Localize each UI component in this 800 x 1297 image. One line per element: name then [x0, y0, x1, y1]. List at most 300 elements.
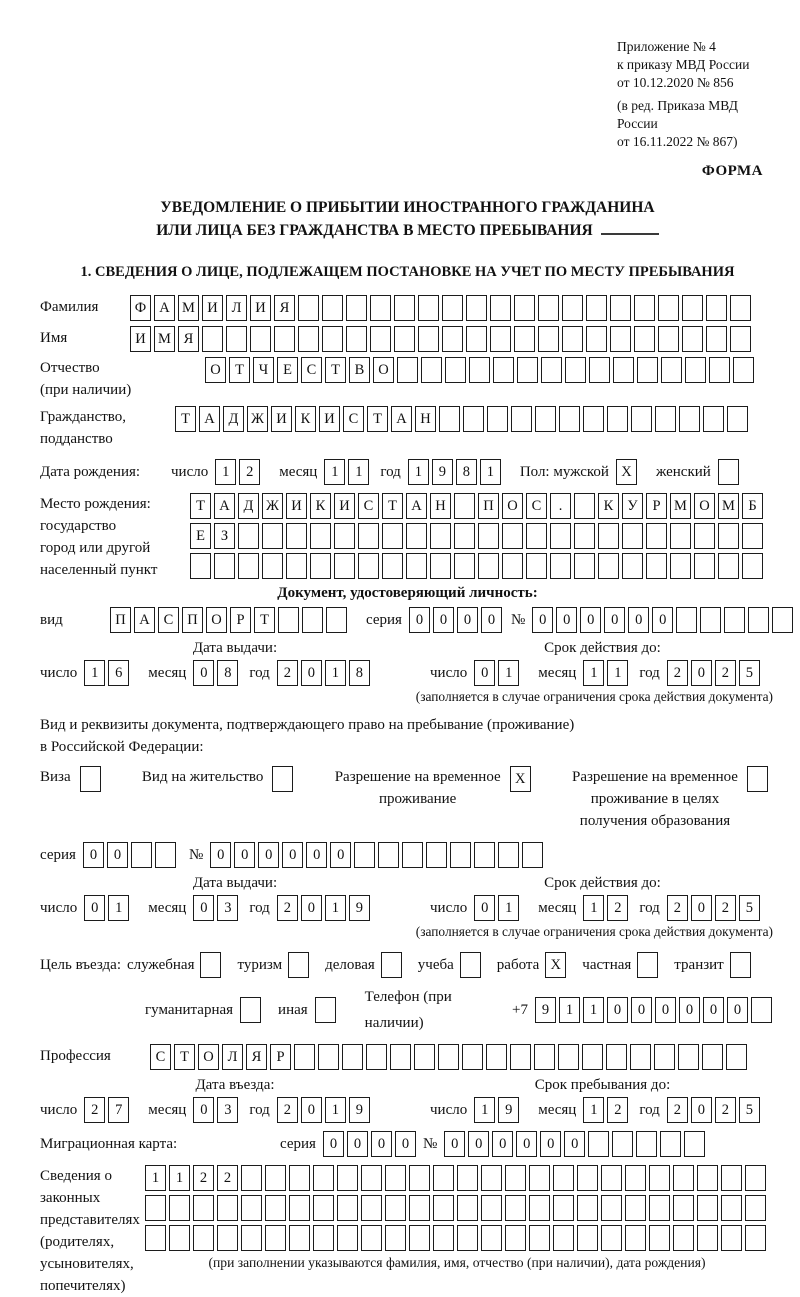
char-cell[interactable]: 0	[258, 842, 279, 868]
char-cell[interactable]: 0	[84, 895, 105, 921]
char-cell[interactable]: 2	[607, 1097, 628, 1123]
char-cell[interactable]: 2	[715, 660, 736, 686]
char-cell[interactable]	[502, 523, 523, 549]
char-cell[interactable]: 0	[474, 895, 495, 921]
char-cell[interactable]: И	[202, 295, 223, 321]
char-cell[interactable]	[318, 1044, 339, 1070]
char-cell[interactable]	[193, 1225, 214, 1251]
char-cell[interactable]: И	[319, 406, 340, 432]
char-cell[interactable]: Т	[175, 406, 196, 432]
char-cell[interactable]	[588, 1131, 609, 1157]
char-cell[interactable]	[346, 326, 367, 352]
char-cell[interactable]	[553, 1195, 574, 1221]
char-cell[interactable]: 1	[108, 895, 129, 921]
char-cell[interactable]: 0	[301, 1097, 322, 1123]
char-cell[interactable]	[673, 1165, 694, 1191]
char-cell[interactable]	[685, 357, 706, 383]
sex-male-checkbox[interactable]	[616, 459, 640, 485]
char-cell[interactable]: А	[154, 295, 175, 321]
char-cell[interactable]	[625, 1225, 646, 1251]
residence-issue-day-cells[interactable]	[84, 895, 132, 921]
doc-kind-cells[interactable]	[110, 607, 350, 633]
visa-checkbox[interactable]	[80, 766, 104, 792]
char-cell[interactable]	[625, 1195, 646, 1221]
char-cell[interactable]	[679, 406, 700, 432]
char-cell[interactable]: 1	[583, 1097, 604, 1123]
char-cell[interactable]	[385, 1165, 406, 1191]
char-cell[interactable]	[526, 523, 547, 549]
char-cell[interactable]: К	[598, 493, 619, 519]
char-cell[interactable]	[661, 357, 682, 383]
char-cell[interactable]	[241, 1225, 262, 1251]
char-cell[interactable]: 0	[444, 1131, 465, 1157]
char-cell[interactable]: Р	[270, 1044, 291, 1070]
char-cell[interactable]	[421, 357, 442, 383]
char-cell[interactable]	[361, 1165, 382, 1191]
char-cell[interactable]: 9	[498, 1097, 519, 1123]
char-cell[interactable]: 1	[84, 660, 105, 686]
char-cell[interactable]: И	[130, 326, 151, 352]
doc-number-cells[interactable]	[532, 607, 796, 633]
char-cell[interactable]	[390, 1044, 411, 1070]
char-cell[interactable]: .	[550, 493, 571, 519]
representatives-cells-row2[interactable]	[145, 1195, 769, 1221]
char-cell[interactable]	[721, 1165, 742, 1191]
char-cell[interactable]	[322, 295, 343, 321]
char-cell[interactable]	[262, 523, 283, 549]
char-cell[interactable]: И	[286, 493, 307, 519]
char-cell[interactable]: 0	[347, 1131, 368, 1157]
representatives-cells-row3[interactable]	[145, 1225, 769, 1251]
char-cell[interactable]	[529, 1225, 550, 1251]
char-cell[interactable]	[606, 1044, 627, 1070]
char-cell[interactable]	[358, 523, 379, 549]
char-cell[interactable]	[265, 1195, 286, 1221]
char-cell[interactable]: М	[178, 295, 199, 321]
char-cell[interactable]: 0	[691, 660, 712, 686]
char-cell[interactable]	[298, 326, 319, 352]
char-cell[interactable]	[748, 607, 769, 633]
char-cell[interactable]: Т	[190, 493, 211, 519]
char-cell[interactable]: 1	[607, 660, 628, 686]
char-cell[interactable]	[361, 1195, 382, 1221]
char-cell[interactable]: И	[271, 406, 292, 432]
char-cell[interactable]	[217, 1225, 238, 1251]
stay-month-cells[interactable]	[583, 1097, 631, 1123]
char-cell[interactable]: 2	[277, 895, 298, 921]
char-cell[interactable]	[634, 326, 655, 352]
char-cell[interactable]	[414, 1044, 435, 1070]
purpose-transit-checkbox[interactable]	[730, 952, 754, 978]
char-cell[interactable]	[742, 553, 763, 579]
char-cell[interactable]: 9	[349, 1097, 370, 1123]
char-cell[interactable]	[658, 295, 679, 321]
char-cell[interactable]: С	[526, 493, 547, 519]
char-cell[interactable]	[747, 766, 768, 792]
char-cell[interactable]	[262, 553, 283, 579]
char-cell[interactable]	[409, 1225, 430, 1251]
char-cell[interactable]: 3	[217, 1097, 238, 1123]
char-cell[interactable]: 0	[532, 607, 553, 633]
char-cell[interactable]	[505, 1165, 526, 1191]
char-cell[interactable]: 0	[679, 997, 700, 1023]
char-cell[interactable]: 0	[474, 660, 495, 686]
char-cell[interactable]	[697, 1165, 718, 1191]
char-cell[interactable]: С	[150, 1044, 171, 1070]
passport-expiry-month-cells[interactable]	[583, 660, 631, 686]
char-cell[interactable]	[454, 493, 475, 519]
char-cell[interactable]: 0	[409, 607, 430, 633]
char-cell[interactable]: К	[310, 493, 331, 519]
char-cell[interactable]	[493, 357, 514, 383]
char-cell[interactable]	[582, 1044, 603, 1070]
char-cell[interactable]	[466, 295, 487, 321]
char-cell[interactable]	[583, 406, 604, 432]
char-cell[interactable]	[418, 326, 439, 352]
stay-year-cells[interactable]	[667, 1097, 763, 1123]
char-cell[interactable]	[553, 1225, 574, 1251]
char-cell[interactable]	[406, 523, 427, 549]
char-cell[interactable]	[622, 553, 643, 579]
char-cell[interactable]: Е	[277, 357, 298, 383]
char-cell[interactable]: О	[694, 493, 715, 519]
char-cell[interactable]: Т	[229, 357, 250, 383]
char-cell[interactable]	[322, 326, 343, 352]
char-cell[interactable]	[250, 326, 271, 352]
char-cell[interactable]	[522, 842, 543, 868]
sex-female-checkbox[interactable]	[718, 459, 742, 485]
char-cell[interactable]	[486, 1044, 507, 1070]
char-cell[interactable]	[550, 553, 571, 579]
char-cell[interactable]: Д	[223, 406, 244, 432]
char-cell[interactable]	[466, 326, 487, 352]
char-cell[interactable]	[718, 553, 739, 579]
char-cell[interactable]: С	[343, 406, 364, 432]
char-cell[interactable]: Ч	[253, 357, 274, 383]
representatives-cells-row1[interactable]	[145, 1165, 769, 1191]
char-cell[interactable]	[601, 1195, 622, 1221]
char-cell[interactable]	[601, 1225, 622, 1251]
char-cell[interactable]	[709, 357, 730, 383]
char-cell[interactable]	[274, 326, 295, 352]
char-cell[interactable]	[514, 295, 535, 321]
char-cell[interactable]	[610, 295, 631, 321]
char-cell[interactable]: 0	[234, 842, 255, 868]
char-cell[interactable]	[313, 1165, 334, 1191]
passport-issue-year-cells[interactable]	[277, 660, 373, 686]
char-cell[interactable]	[302, 607, 323, 633]
char-cell[interactable]	[772, 607, 793, 633]
char-cell[interactable]: О	[502, 493, 523, 519]
char-cell[interactable]	[289, 1225, 310, 1251]
char-cell[interactable]	[727, 406, 748, 432]
char-cell[interactable]: 0	[516, 1131, 537, 1157]
char-cell[interactable]	[502, 553, 523, 579]
char-cell[interactable]: 3	[217, 895, 238, 921]
char-cell[interactable]	[514, 326, 535, 352]
char-cell[interactable]	[637, 952, 658, 978]
char-cell[interactable]: 8	[349, 660, 370, 686]
citizenship-cells[interactable]	[175, 406, 751, 432]
char-cell[interactable]	[394, 326, 415, 352]
char-cell[interactable]: 0	[691, 1097, 712, 1123]
char-cell[interactable]	[342, 1044, 363, 1070]
char-cell[interactable]	[634, 295, 655, 321]
char-cell[interactable]	[190, 553, 211, 579]
char-cell[interactable]	[481, 1195, 502, 1221]
char-cell[interactable]: 1	[325, 660, 346, 686]
char-cell[interactable]	[718, 523, 739, 549]
char-cell[interactable]: 0	[556, 607, 577, 633]
char-cell[interactable]	[655, 406, 676, 432]
char-cell[interactable]	[358, 553, 379, 579]
char-cell[interactable]	[426, 842, 447, 868]
char-cell[interactable]	[346, 295, 367, 321]
purpose-private-checkbox[interactable]	[637, 952, 661, 978]
char-cell[interactable]	[457, 1195, 478, 1221]
char-cell[interactable]	[670, 553, 691, 579]
char-cell[interactable]	[607, 406, 628, 432]
birth-place-cells-row2[interactable]	[190, 523, 766, 549]
char-cell[interactable]	[631, 406, 652, 432]
char-cell[interactable]	[610, 326, 631, 352]
char-cell[interactable]: Л	[222, 1044, 243, 1070]
char-cell[interactable]: О	[198, 1044, 219, 1070]
char-cell[interactable]	[742, 523, 763, 549]
char-cell[interactable]	[678, 1044, 699, 1070]
char-cell[interactable]	[730, 295, 751, 321]
char-cell[interactable]: 1	[145, 1165, 166, 1191]
char-cell[interactable]: X	[510, 766, 531, 792]
char-cell[interactable]	[313, 1225, 334, 1251]
char-cell[interactable]	[310, 523, 331, 549]
char-cell[interactable]: Ж	[247, 406, 268, 432]
char-cell[interactable]	[529, 1165, 550, 1191]
char-cell[interactable]	[697, 1195, 718, 1221]
char-cell[interactable]	[193, 1195, 214, 1221]
char-cell[interactable]	[200, 952, 221, 978]
char-cell[interactable]	[294, 1044, 315, 1070]
char-cell[interactable]: 0	[193, 1097, 214, 1123]
char-cell[interactable]	[442, 326, 463, 352]
char-cell[interactable]: 0	[193, 660, 214, 686]
char-cell[interactable]	[381, 952, 402, 978]
char-cell[interactable]	[241, 1195, 262, 1221]
char-cell[interactable]	[646, 553, 667, 579]
char-cell[interactable]	[694, 553, 715, 579]
char-cell[interactable]	[406, 553, 427, 579]
char-cell[interactable]	[700, 607, 721, 633]
char-cell[interactable]: С	[358, 493, 379, 519]
char-cell[interactable]	[682, 295, 703, 321]
migration-number-cells[interactable]	[444, 1131, 708, 1157]
char-cell[interactable]: 0	[580, 607, 601, 633]
char-cell[interactable]	[382, 553, 403, 579]
char-cell[interactable]: А	[134, 607, 155, 633]
char-cell[interactable]: 0	[604, 607, 625, 633]
char-cell[interactable]	[577, 1165, 598, 1191]
char-cell[interactable]	[315, 997, 336, 1023]
char-cell[interactable]	[498, 842, 519, 868]
char-cell[interactable]	[718, 459, 739, 485]
char-cell[interactable]	[658, 326, 679, 352]
char-cell[interactable]	[240, 997, 261, 1023]
char-cell[interactable]	[202, 326, 223, 352]
char-cell[interactable]	[430, 553, 451, 579]
char-cell[interactable]	[155, 842, 176, 868]
char-cell[interactable]: 1	[325, 1097, 346, 1123]
char-cell[interactable]	[334, 523, 355, 549]
char-cell[interactable]	[478, 523, 499, 549]
char-cell[interactable]	[490, 295, 511, 321]
char-cell[interactable]	[462, 1044, 483, 1070]
char-cell[interactable]	[214, 553, 235, 579]
char-cell[interactable]	[445, 357, 466, 383]
doc-series-cells[interactable]	[409, 607, 505, 633]
char-cell[interactable]	[385, 1195, 406, 1221]
char-cell[interactable]: Я	[274, 295, 295, 321]
char-cell[interactable]	[272, 766, 293, 792]
char-cell[interactable]	[703, 406, 724, 432]
char-cell[interactable]	[673, 1225, 694, 1251]
char-cell[interactable]: Я	[178, 326, 199, 352]
char-cell[interactable]: 2	[715, 1097, 736, 1123]
char-cell[interactable]: 0	[323, 1131, 344, 1157]
char-cell[interactable]	[702, 1044, 723, 1070]
phone-cells[interactable]	[535, 997, 775, 1023]
purpose-study-checkbox[interactable]	[460, 952, 484, 978]
char-cell[interactable]	[481, 1165, 502, 1191]
char-cell[interactable]: Т	[382, 493, 403, 519]
char-cell[interactable]: 0	[301, 895, 322, 921]
char-cell[interactable]	[730, 326, 751, 352]
char-cell[interactable]: 5	[739, 1097, 760, 1123]
purpose-tourism-checkbox[interactable]	[288, 952, 312, 978]
char-cell[interactable]: Б	[742, 493, 763, 519]
char-cell[interactable]	[684, 1131, 705, 1157]
char-cell[interactable]	[298, 295, 319, 321]
char-cell[interactable]	[517, 357, 538, 383]
char-cell[interactable]	[286, 553, 307, 579]
char-cell[interactable]: М	[718, 493, 739, 519]
char-cell[interactable]: А	[214, 493, 235, 519]
char-cell[interactable]	[558, 1044, 579, 1070]
char-cell[interactable]	[510, 1044, 531, 1070]
char-cell[interactable]	[457, 1165, 478, 1191]
surname-cells[interactable]	[130, 295, 754, 321]
char-cell[interactable]	[278, 607, 299, 633]
char-cell[interactable]	[145, 1225, 166, 1251]
char-cell[interactable]	[586, 295, 607, 321]
char-cell[interactable]	[241, 1165, 262, 1191]
char-cell[interactable]: 8	[217, 660, 238, 686]
char-cell[interactable]: 1	[559, 997, 580, 1023]
char-cell[interactable]	[145, 1195, 166, 1221]
char-cell[interactable]: 0	[607, 997, 628, 1023]
char-cell[interactable]: X	[545, 952, 566, 978]
char-cell[interactable]: 5	[739, 660, 760, 686]
char-cell[interactable]	[574, 523, 595, 549]
char-cell[interactable]	[612, 1131, 633, 1157]
birth-place-cells-row1[interactable]	[190, 493, 766, 519]
char-cell[interactable]	[457, 1225, 478, 1251]
char-cell[interactable]: Н	[430, 493, 451, 519]
char-cell[interactable]	[463, 406, 484, 432]
char-cell[interactable]: Т	[174, 1044, 195, 1070]
passport-issue-day-cells[interactable]	[84, 660, 132, 686]
char-cell[interactable]: 0	[727, 997, 748, 1023]
profession-cells[interactable]	[150, 1044, 750, 1070]
char-cell[interactable]: З	[214, 523, 235, 549]
char-cell[interactable]	[541, 357, 562, 383]
char-cell[interactable]	[562, 326, 583, 352]
char-cell[interactable]	[438, 1044, 459, 1070]
char-cell[interactable]: 9	[432, 459, 453, 485]
char-cell[interactable]: 1	[348, 459, 369, 485]
char-cell[interactable]: М	[154, 326, 175, 352]
char-cell[interactable]	[649, 1195, 670, 1221]
char-cell[interactable]: П	[478, 493, 499, 519]
char-cell[interactable]	[562, 295, 583, 321]
char-cell[interactable]	[474, 842, 495, 868]
char-cell[interactable]	[490, 326, 511, 352]
char-cell[interactable]: 0	[540, 1131, 561, 1157]
char-cell[interactable]: 1	[325, 895, 346, 921]
char-cell[interactable]: Р	[646, 493, 667, 519]
char-cell[interactable]	[574, 553, 595, 579]
char-cell[interactable]	[238, 523, 259, 549]
char-cell[interactable]: 0	[631, 997, 652, 1023]
char-cell[interactable]: 2	[607, 895, 628, 921]
char-cell[interactable]: 1	[474, 1097, 495, 1123]
char-cell[interactable]	[682, 326, 703, 352]
char-cell[interactable]	[454, 553, 475, 579]
char-cell[interactable]: 2	[667, 895, 688, 921]
char-cell[interactable]: О	[205, 357, 226, 383]
char-cell[interactable]: Р	[230, 607, 251, 633]
char-cell[interactable]	[505, 1195, 526, 1221]
char-cell[interactable]	[697, 1225, 718, 1251]
char-cell[interactable]: 1	[498, 660, 519, 686]
residence-expiry-month-cells[interactable]	[583, 895, 631, 921]
stay-day-cells[interactable]	[474, 1097, 522, 1123]
char-cell[interactable]	[630, 1044, 651, 1070]
char-cell[interactable]	[577, 1195, 598, 1221]
char-cell[interactable]	[289, 1195, 310, 1221]
residence-issue-year-cells[interactable]	[277, 895, 373, 921]
char-cell[interactable]	[589, 357, 610, 383]
passport-expiry-day-cells[interactable]	[474, 660, 522, 686]
char-cell[interactable]: X	[616, 459, 637, 485]
given-name-cells[interactable]	[130, 326, 754, 352]
char-cell[interactable]	[454, 523, 475, 549]
char-cell[interactable]	[402, 842, 423, 868]
char-cell[interactable]	[217, 1195, 238, 1221]
char-cell[interactable]	[730, 952, 751, 978]
residence-permit-checkbox[interactable]	[272, 766, 296, 792]
entry-month-cells[interactable]	[193, 1097, 241, 1123]
char-cell[interactable]	[751, 997, 772, 1023]
char-cell[interactable]: 8	[456, 459, 477, 485]
char-cell[interactable]	[286, 523, 307, 549]
char-cell[interactable]	[478, 553, 499, 579]
char-cell[interactable]: 0	[301, 660, 322, 686]
char-cell[interactable]: С	[158, 607, 179, 633]
char-cell[interactable]	[370, 295, 391, 321]
char-cell[interactable]	[724, 607, 745, 633]
char-cell[interactable]: 7	[108, 1097, 129, 1123]
char-cell[interactable]	[745, 1225, 766, 1251]
